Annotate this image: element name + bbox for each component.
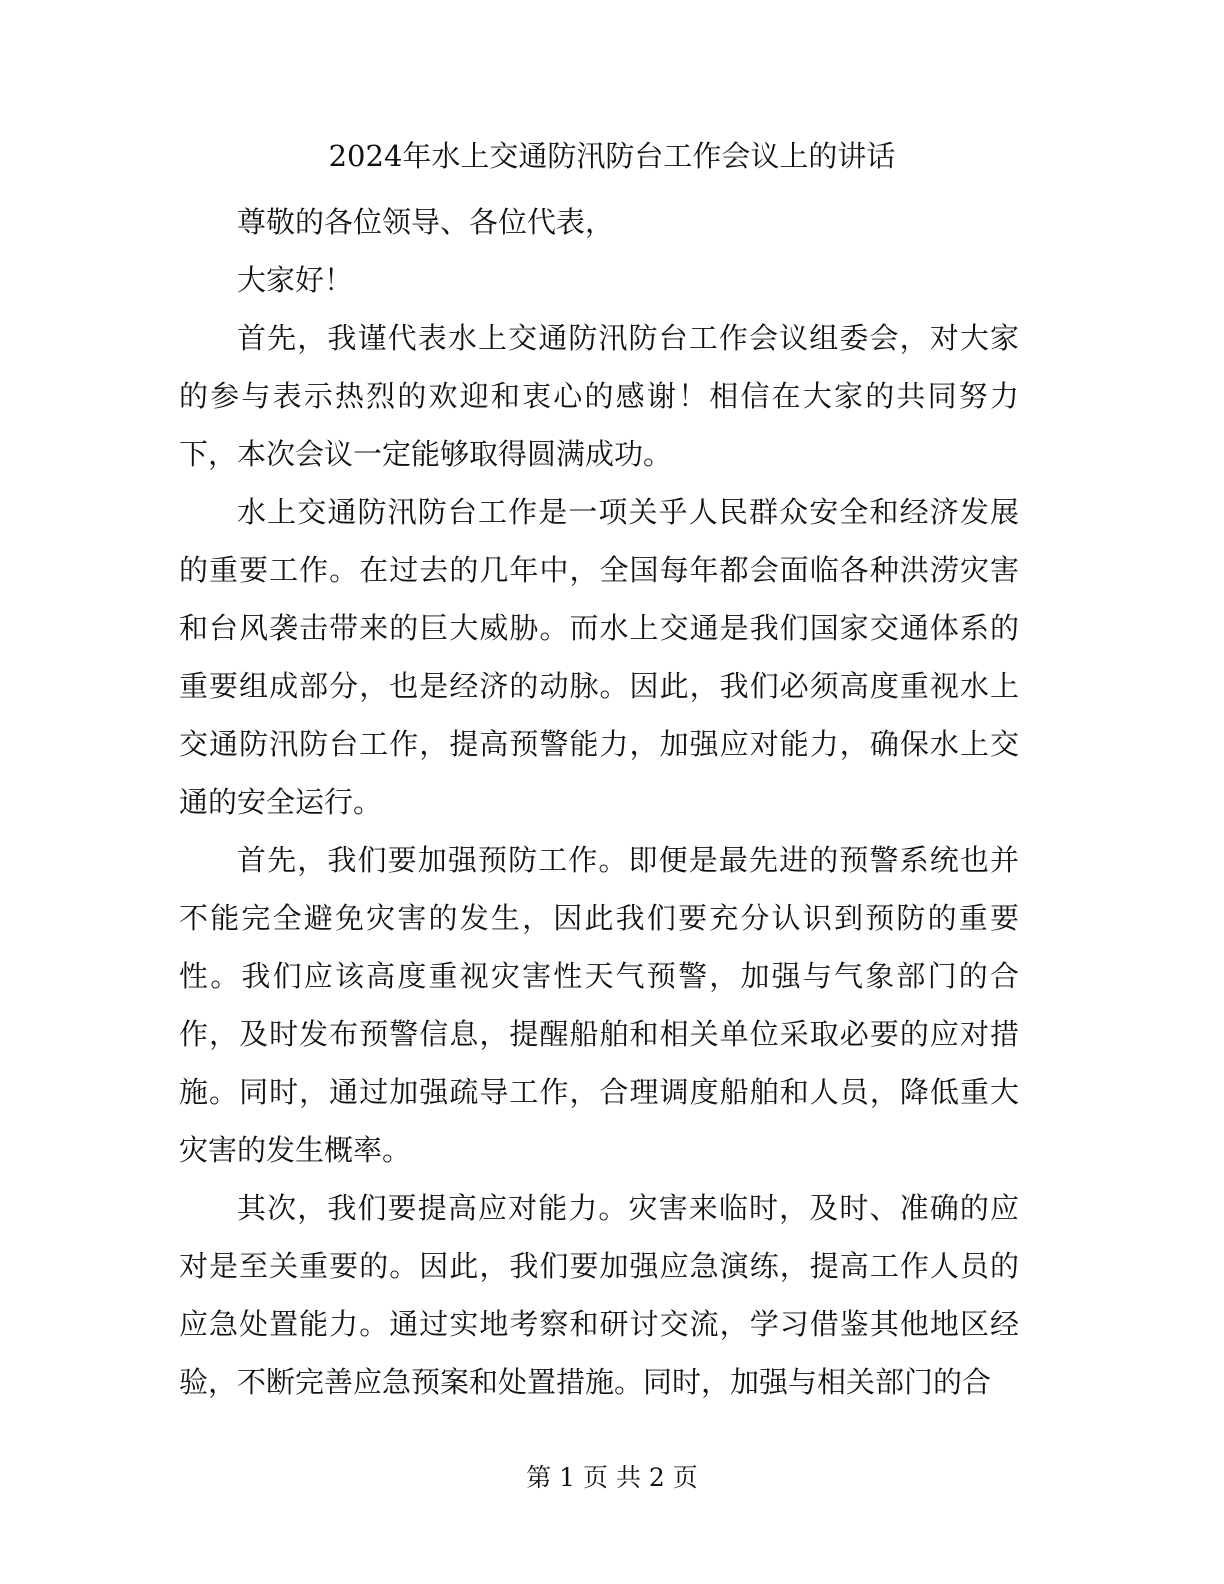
body-paragraph: 首先，我谨代表水上交通防汛防台工作会议组委会，对大家的参与表示热烈的欢迎和衷心的感谢！相信在大家的共同努力下，本次会议一定能够取得圆满成功。 xyxy=(179,321,1019,471)
document-title: 2024年水上交通防汛防台工作会议上的讲话 xyxy=(328,139,896,173)
salutation-paragraph: 尊敬的各位领导、各位代表， xyxy=(237,205,615,239)
greeting-paragraph: 大家好！ xyxy=(237,263,354,297)
body-paragraph: 水上交通防汛防台工作是一项关乎人民群众安全和经济发展的重要工作。在过去的几年中，全国每年都会面临各种洪涝灾害和台风袭击带来的巨大威胁。而水上交通是我们国家交通体系的重要组成部分，也是经济的动脉。因此，我们必须高度重视水上交通防汛防台工作，提高预警能力，加强应对能力，确保水上交通的安全运行。 xyxy=(179,495,1019,819)
body-paragraph: 首先，我们要加强预防工作。即便是最先进的预警系统也并不能完全避免灾害的发生，因此我们要充分认识到预防的重要性。我们应该高度重视灾害性天气预警，加强与气象部门的合作，及时发布预警信息，提醒船舶和相关单位采取必要的应对措施。同时，通过加强疏导工作，合理调度船舶和人员，降低重大灾害的发生概率。 xyxy=(179,843,1019,1167)
page-number-footer: 第 1 页 共 2 页 xyxy=(526,1463,698,1492)
body-paragraph: 其次，我们要提高应对能力。灾害来临时，及时、准确的应对是至关重要的。因此，我们要加强应急演练，提高工作人员的应急处置能力。通过实地考察和研讨交流，学习借鉴其他地区经验，不断完善应急预案和处置措施。同时，加强与相关部门的合 xyxy=(179,1191,1019,1399)
document-body xyxy=(179,193,1019,1411)
